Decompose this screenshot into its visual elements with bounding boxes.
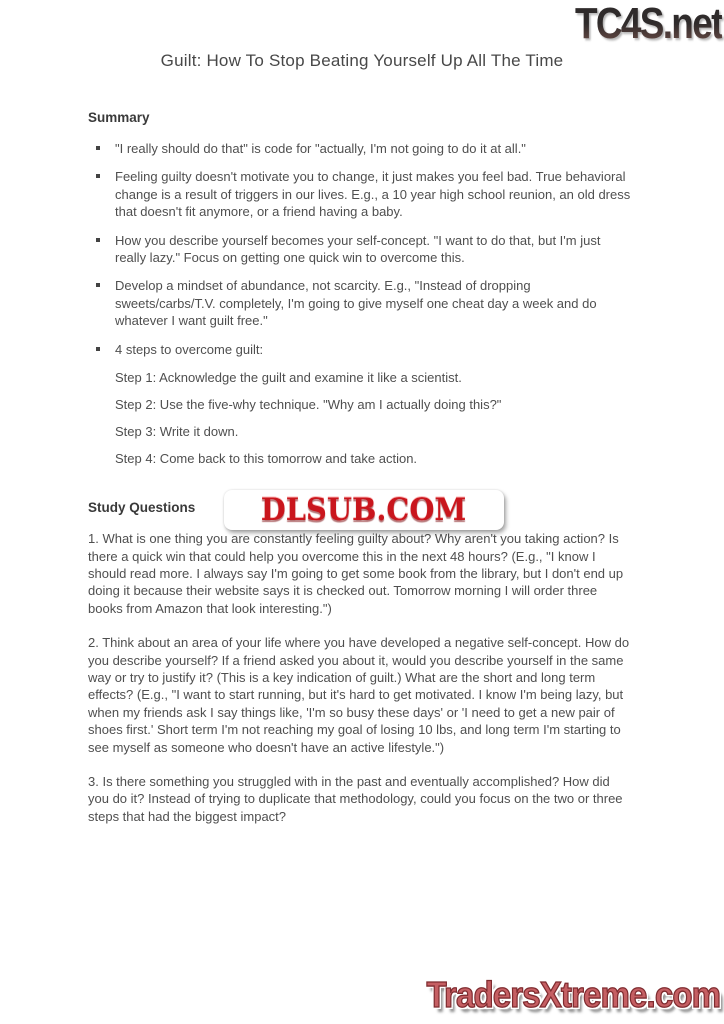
list-item [115,341,634,358]
bullet-text: How you describe yourself becomes your self-concept. "I want to do that, but I'm just really lazy." Focus on getting one quick win to overcome this. [115,232,601,266]
study-question-1: 1. What is one thing you are constantly feeling guilty about? Why aren't you taking action? Is there a quick win that could help you overcome this in the next 48 hours? (E.g., "I know I should read more. I always say I'm going to get some book from the library, but I don't end up doing it because their website says it is checked out. Tomorrow morning I will order three books from Amazon that look interesting.") [88,531,624,616]
bullet-square-icon [96,283,100,287]
study-question-2: 2. Think about an area of your life where you have developed a negative self-concept. How do you describe yourself? If a friend asked you about it, would you describe yourself in the same way or try to justify it? (This is a key indication of guilt.) What are the short and long term effects? (E.g., "I want to start running, but it's hard to get motivated. I know I'm being lazy, but when my friends ask I say things like, 'I'm so busy these days' or 'I need to get a new pair of shoes first.' Short term I'm not reaching my goal of losing 10 lbs, and long term I'm starting to see myself as someone who doesn't have an active lifestyle.") [88,635,630,755]
study-questions-heading: Study Questions [88,500,196,516]
page-title: Guilt: How To Stop Beating Yourself Up All The Time [160,51,564,70]
bullet-square-icon [96,174,100,178]
bullet-square-icon [96,347,100,351]
step-item: Step 1: Acknowledge the guilt and examine it like a scientist. [115,370,462,386]
step-item: Step 4: Come back to this tomorrow and take action. [115,450,418,466]
dlsub-watermark-logo [224,490,504,530]
list-item [115,140,634,157]
step-item: Step 2: Use the five-why technique. "Why am I actually doing this?" [115,396,502,412]
bullet-square-icon [96,146,100,150]
step-item: Step 3: Write it down. [115,423,239,439]
dlsub-watermark-text: DLSUB.COM [261,491,467,528]
study-question-3: 3. Is there something you struggled with in the past and eventually accomplished? How did you do it? Instead of trying to duplicate that methodology, could you focus on the two or three steps that had the biggest impact? [88,774,623,824]
bullet-text: Feeling guilty doesn't motivate you to change, it just makes you feel bad. True behavioral change is a result of triggers in our lives. E.g., a 10 year high school reunion, an old dress that doesn't fit anymore, or a friend having a baby. [115,169,631,220]
list-item [115,232,634,267]
bullet-text: "I really should do that" is code for "actually, I'm not going to do it at all." [115,141,526,156]
steps-list [115,369,634,467]
bullet-square-icon [96,238,100,242]
tc4s-watermark-logo: TC4S.net [575,0,722,48]
summary-heading: Summary [88,110,150,125]
bullet-text: 4 steps to overcome guilt: [115,341,264,357]
summary-bullet-list [88,140,634,358]
list-item [115,168,634,220]
bullet-text: Develop a mindset of abundance, not scarcity. E.g., "Instead of dropping sweets/carbs/T.V. completely, I'm going to give myself one cheat day a week and do whatever I want guilt free." [115,278,597,329]
document-content [0,110,724,825]
list-item [115,277,634,329]
tradersxtreme-watermark-logo: TradersXtreme.com [426,974,720,1015]
